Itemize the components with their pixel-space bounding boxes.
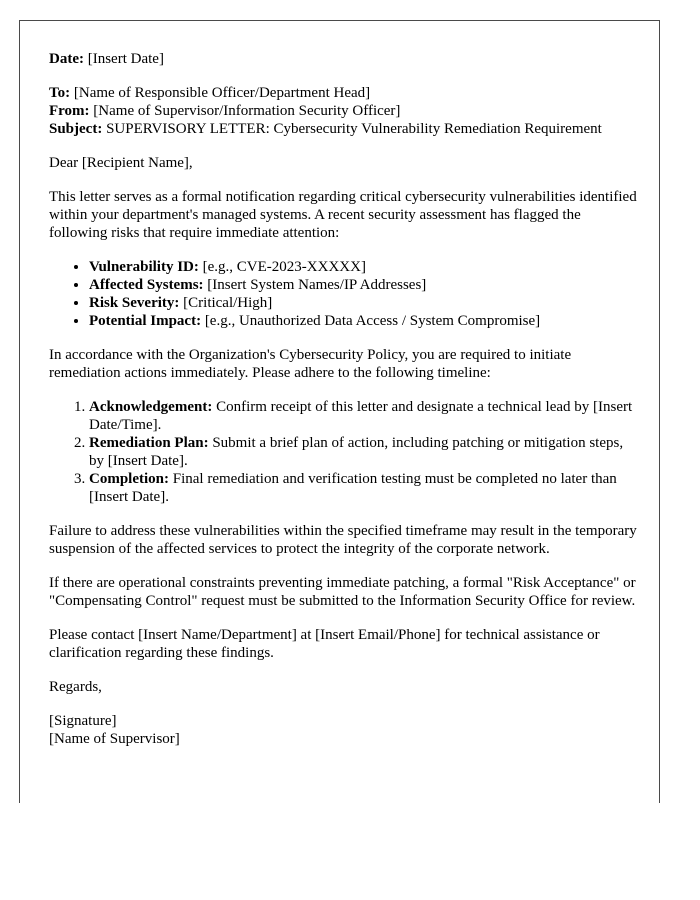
date-label: Date: bbox=[49, 51, 84, 67]
risk-item bbox=[89, 258, 639, 276]
date-value: [Insert Date] bbox=[87, 51, 164, 67]
from-value: [Name of Supervisor/Information Security Officer] bbox=[93, 103, 401, 119]
signer-name: [Name of Supervisor] bbox=[49, 731, 180, 747]
timeline-item bbox=[89, 470, 639, 506]
subject-value: SUPERVISORY LETTER: Cybersecurity Vulnerability Remediation Requirement bbox=[106, 121, 602, 137]
risk-list bbox=[49, 258, 639, 330]
timeline-label: Acknowledgement: bbox=[89, 399, 213, 415]
timeline-value: Final remediation and verification testing must be completed no later than [Insert Date]. bbox=[89, 471, 617, 505]
risk-label: Potential Impact: bbox=[89, 313, 202, 329]
risk-item bbox=[89, 276, 639, 294]
constraints-paragraph: If there are operational constraints preventing immediate patching, a formal "Risk Acceptance" or "Compensating Control" request must be submitted to the Information Security Office for review. bbox=[49, 575, 636, 609]
risk-label: Vulnerability ID: bbox=[89, 259, 199, 275]
timeline-value: Confirm receipt of this letter and designate a technical lead by [Insert Date/Time]. bbox=[89, 399, 633, 433]
signature: [Signature] bbox=[49, 713, 117, 729]
letter-body bbox=[49, 50, 639, 748]
from-label: From: bbox=[49, 103, 90, 119]
risk-value: [Insert System Names/IP Addresses] bbox=[207, 277, 427, 293]
signature-block bbox=[49, 712, 639, 748]
letter-page bbox=[19, 20, 660, 803]
timeline-value: Submit a brief plan of action, including patching or mitigation steps, by [Insert Date]. bbox=[89, 435, 624, 469]
failure-paragraph: Failure to address these vulnerabilities within the specified timeframe may result in the temporary suspension of the affected services to protect the integrity of the corporate network. bbox=[49, 523, 637, 557]
salutation: Dear [Recipient Name], bbox=[49, 155, 193, 171]
closing: Regards, bbox=[49, 679, 102, 695]
subject-label: Subject: bbox=[49, 121, 103, 137]
risk-label: Risk Severity: bbox=[89, 295, 180, 311]
timeline-item bbox=[89, 434, 639, 470]
from-line bbox=[49, 102, 639, 120]
timeline-list bbox=[49, 398, 639, 506]
risk-value: [e.g., CVE-2023-XXXXX] bbox=[202, 259, 366, 275]
to-value: [Name of Responsible Officer/Department Head] bbox=[73, 85, 371, 101]
subject-line bbox=[49, 120, 639, 138]
to-line bbox=[49, 84, 639, 102]
risk-label: Affected Systems: bbox=[89, 277, 204, 293]
risk-value: [Critical/High] bbox=[183, 295, 273, 311]
timeline-label: Remediation Plan: bbox=[89, 435, 209, 451]
to-label: To: bbox=[49, 85, 71, 101]
risk-value: [e.g., Unauthorized Data Access / System Compromise] bbox=[204, 313, 541, 329]
contact-paragraph: Please contact [Insert Name/Department] at [Insert Email/Phone] for technical assistance or clarification regarding these findings. bbox=[49, 627, 600, 661]
risk-item bbox=[89, 312, 639, 330]
date-line bbox=[49, 50, 639, 68]
intro-paragraph: This letter serves as a formal notification regarding critical cybersecurity vulnerabilities identified within your department's managed systems. A recent security assessment has flagged the following risks that require immediate attention: bbox=[49, 189, 637, 241]
timeline-label: Completion: bbox=[89, 471, 169, 487]
policy-paragraph: In accordance with the Organization's Cybersecurity Policy, you are required to initiate remediation actions immediately. Please adhere to the following timeline: bbox=[49, 347, 572, 381]
timeline-item bbox=[89, 398, 639, 434]
risk-item bbox=[89, 294, 639, 312]
